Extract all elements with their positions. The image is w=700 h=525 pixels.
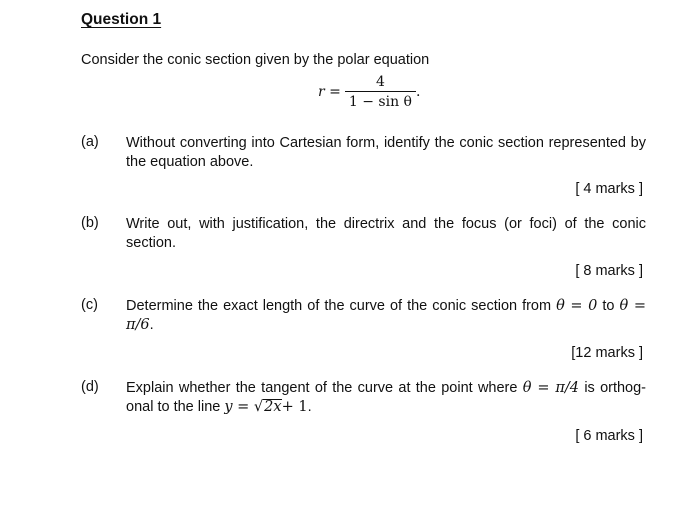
part-d-text-before: Explain whether the tangent of the curve at the point where <box>126 380 518 396</box>
part-c-label: (c) <box>81 297 98 313</box>
part-a-label: (a) <box>81 134 99 150</box>
part-d-label: (d) <box>81 379 99 395</box>
part-c-text-after: . <box>149 316 154 333</box>
part-d-text-after: . <box>307 398 312 415</box>
part-a-marks: [ 4 marks ] <box>575 181 643 197</box>
part-c-marks: [12 marks ] <box>571 345 643 361</box>
part-c-text-before: Determine the exact length of the curve of the conic section from <box>126 298 552 314</box>
question-title: Question 1 <box>81 11 162 28</box>
part-a-text: Without converting into Cartesian form, identify the conic section represented by the equation above. <box>126 135 646 170</box>
part-c-text-mid: to <box>602 298 615 314</box>
part-b-label: (b) <box>81 215 99 231</box>
question-intro: Consider the conic section given by the polar equation <box>81 52 430 68</box>
part-d-line-rest: + 1 <box>281 398 308 415</box>
equation-period: . <box>416 84 421 100</box>
part-c-math-end: θ = π/6 <box>126 298 646 333</box>
equation-denominator: 1 − sin θ <box>345 91 416 110</box>
part-d-text-mid: is orthog- onal to the line <box>126 380 647 415</box>
part-b-text: Write out, with justification, the directrix and the focus (or foci) of the conic section. <box>126 216 646 251</box>
equation-lhs: r <box>318 84 325 100</box>
part-d-line-radicand: 2x <box>264 398 282 415</box>
part-d-text: Explain whether the tangent of the curve at the point where θ = π/4 is orthog- onal to the line y = √2x+ 1. <box>126 380 647 415</box>
equation-numerator: 4 <box>375 74 385 90</box>
part-d-math-point: θ = π/4 <box>522 380 580 396</box>
part-d-marks: [ 6 marks ] <box>575 428 643 444</box>
polar-equation: r = $\frac{4}{\text{1 − sin θ}}$ . <box>318 74 421 110</box>
part-c-text <box>126 297 646 334</box>
part-d-line-lhs: y = <box>224 398 250 415</box>
part-b-marks: [ 8 marks ] <box>575 263 643 279</box>
part-c-math-start: θ = 0 <box>556 298 598 314</box>
equation-fraction <box>345 74 416 110</box>
